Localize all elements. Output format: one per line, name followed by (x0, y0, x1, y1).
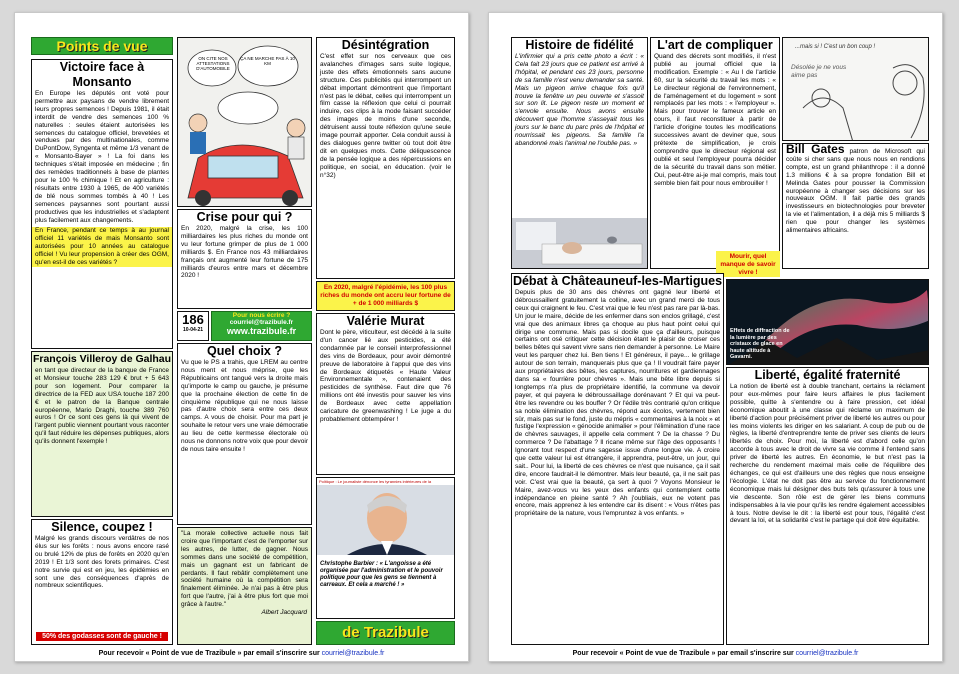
article-title: Histoire de fidélité (525, 38, 634, 52)
article-body: Malgré les grands discours verdâtres de nos élus sur les forêts : nous avons encore rasé ou brulé 12% de plus de forêts en 2020 qu'en 2019 ! Et 1/3 sont des forets primaires. C'est notre survie qui est en jeu, les épidémies en sont une des conséquences d'après de nombreux scientifiques. (35, 535, 169, 590)
contact-label: Pour nous écrire ? (232, 312, 291, 319)
portrait-image (317, 485, 455, 555)
article-title: Crise pour qui ? (196, 210, 293, 224)
footer-text: Pour recevoir « Point de vue de Trazibule » par email s'inscrire sur (98, 650, 322, 657)
article-title: François Villeroy de Galhau (32, 353, 172, 365)
issue-date: 10-04-21 (182, 327, 203, 333)
article-murat (316, 313, 455, 475)
article-body: C'est effet sur nos cerveaux que ces avalanches d'images sans suite logique, juste des effets émotionnels sans aucune structure. Ces publicités qui interrompent un débat important démontrent que l'important n'est pas le débat, celles qui interrompent un film casse la réflexion que celui ci pourrait induire, ces clips à la mode faisant succéder des images de moins d'une seconde, détruisent aussi toute réflexion qu'une seule image pourrait apporter. Cela conduit aussi à des dialogues genre twitter où tout doit être dit en quelques mots. Cette déliquescence de la pensée logique a des répercussions en politique, en social, en éducation. (voir le n°32) (320, 53, 451, 179)
article-silence (31, 519, 173, 645)
sketch-caption-b: Désolée je ne vous aime pas (791, 64, 847, 79)
article-body: En Europe les députés ont voté pour permettre aux paysans de vendre librement leurs propres semences ! Depuis 1981, il était interdit de vendre des semences 100 % naturelles : seules étaient autorisées les semences du catalogue officiel, brevetées et vendues par des multinationales, comme DuPontDow, Syngenta et même 1/3 venant de « Monsanto-Bayer » ! La foi dans les techniques s'était imposée en médecine ; fin des remèdes traditionnels à base de plantes pour le 100 % chimique ! Et en agriculture : résultats entre 1930 à 1965, de 400 variétés de blé nous sommes tombés à 40 ! Les semences paysannes sont pourtant aussi productives que les industrielles et s'adaptent plus facilement aux changements. (35, 90, 169, 224)
article-title: Silence, coupez ! (51, 520, 153, 534)
red-banner: 50% des godasses sont de gauche ! (36, 632, 168, 641)
article-crise (177, 209, 312, 309)
left-page (14, 12, 469, 662)
cartoon-bubble: ÇA NE MARCHE PAS À 10 KM (240, 56, 295, 66)
highlight-text: Mourir, quel manque de savoir vivre ! (720, 253, 776, 276)
photo-caption: Effets de diffraction de la lumière par des cristaux de glace en haute altitude à Gavarni. (730, 328, 790, 360)
banner-text: Points de vue (56, 38, 148, 54)
points-de-vue-banner (31, 37, 173, 55)
footer (15, 650, 468, 657)
article-body: Vu que le PS a trahis, que LREM au centre nous ment et nous méprise, que les Républicains ont tangué vers la droite mais qu'importe le camp ou gauche, je présume que la prochaine élection de cette fin de cinquième république qui ne nous laisse pas d'autre choix sera entre ces deux camps. A vous de choisir. Pour ma part je souhaite le retour vers une vraie démocratie au lieu de cette kermesse électorale où nous ne donnons notre voix que pour devoir de nous taire ensuite ! (181, 359, 308, 453)
article-debat (511, 273, 724, 645)
highlight-box (316, 281, 455, 311)
article-desintegration (316, 37, 455, 279)
article-title: Victoire face à Monsanto (59, 60, 145, 89)
contact-box (211, 311, 312, 341)
article-title: Débat à Châteauneuf-les-Martigues (512, 274, 723, 288)
footer-email[interactable]: courriel@trazibule.fr (321, 650, 385, 657)
article-highlight: En France, pendant ce temps à au journal officiel 11 variétés de mais Monsanto sont autorisées pour 10 années au catalogue officiel ! Vu leur propension à créer des OGM, qu'en est-il de ces variétés ? (32, 227, 172, 267)
article-body: patron de Microsoft qui coûte si cher sans que nous nous en rendions compte, est un grand philanthrope : il a donné 1.3 millions € à sa propre fondation Bill et Melinda Gates pour pousser la Commission européenne à changer ses décisions sur les nouveaux OGM. Il fait partie des grands investisseurs en biotechnologies pour breveter la vie et l'alimentation, il a déjà mis 5 milliards $ rien que pour changer les systèmes alimentaires africains. (786, 148, 925, 235)
banner-text: de Trazibule (342, 624, 429, 641)
article-body: Quand des décrets sont modifiés, il n'est publié au journal officiel que la modification. Exemple : « Au I de l'article 60, sur la sécurité du travail les mots : « Le directeur régional de l'environnement, de l'aménagement et du logement » sont remplacés par les mots : « l'employeur ». Mais pour trouver le fameux article en cours, il faut reconstituer à partir de l'article d'origine toutes les modifications successives avant de deviner que, sous prétexte de simplification, je crois comprendre que le directeur régional est oublié et seul l'employeur pourra décider de la sécurité du travail dans son métier. Oui, peut-être ai-je mal compris, mais tout semble bien fait pour nous embrouiller ! (654, 53, 776, 187)
sketch-drawing (783, 38, 929, 141)
article-body: Dont le père, viticulteur, est décédé à la suite d'un cancer lié aux pesticides, a été condamnée par le conseil interprofessionnel des vins de Bordeaux, pour avoir démontré preuve de laboratoire à l'appui que des vins de Bordeaux étiquetés « Haute Valeur Environnementale », contenaient des pesticides de synthèse. Faut dire que 76 millions ont été investis pour sauver les vins de Bordeaux avec cette appellation caricature de greenwashing ! Le juge a du probablement obtempérer ! (320, 329, 451, 423)
right-page (488, 12, 943, 662)
footer-email[interactable]: courriel@trazibule.fr (795, 650, 859, 657)
issue-num: 186 (182, 312, 204, 327)
contact-site[interactable]: www.trazibule.fr (226, 326, 297, 336)
article-title: Désintégration (341, 38, 430, 52)
aurora-photo (726, 279, 929, 365)
article-title: Valérie Murat (346, 314, 425, 328)
article-body: L'infirmier qui a pris cette photo a écrit : « Cela fait 23 jours que ce patient est arrivé à l'hôpital, et pendant ces 23 jours, personne de sa famille n'est venu demander sa santé. Mais un pigeon arrive chaque fois qu'il trouve la fenêtre un peu ouverte et s'assoit sur son lit. Le pigeon reste un moment et s'envole ensuite. Nous avons ensuite découvert que l'homme s'asseyait tous les jours sur le banc du parc près de l'hôpital et nourrissait les pigeons. Sa famille l'a abandonné mais l'animal ne l'oublie pas. » (515, 53, 644, 147)
quote-text: "La morale collective actuelle nous fait croire que l'important c'est de l'emporter sur les autres, de lutter, de gagner. Nous sommes dans une société de compétition, mais un gagnant est un fabricant de perdants. Il faut rebâtir complètement une société humaine où la compétition sera finalement éliminée. Je n'ai pas à être plus fort que l'autre, j'ai à être plus fort que moi grâce à l'autre." (181, 530, 308, 609)
article-title: Quel choix ? (206, 344, 282, 358)
footer (489, 650, 942, 657)
trazibule-banner (316, 621, 455, 645)
article-body: en tant que directeur de la banque de France et Monsieur touche 283 129 € brut + 5 643 pour son logement. Pour comparer la directrice de la FED aux USA touche 187 200 € et le patron de la Banque centrale européenne, Mario Draghi, touche 389 760 euros ! Or ce sont ces gens là qui vivent de l'argent public viennent pourtant vous raconter qu'il faut réduire les dépenses publiques, alors qu'ils donnent l'exemple ! (35, 367, 169, 446)
sketch-image (782, 37, 929, 141)
sketch-caption-a: ...mais si ! C'est un bon coup ! (795, 44, 876, 50)
article-title: Liberté, égalité fraternité (754, 368, 901, 382)
article-victoire (31, 59, 173, 349)
highlight-text: En 2020, malgré l'épidémie, les 100 plus riches du monde ont accru leur fortune de + de 1 000 milliards $ (320, 284, 451, 307)
footer-text: Pour recevoir « Point de vue de Trazibule » par email s'inscrire sur (572, 650, 796, 657)
highlight-box (716, 251, 780, 277)
article-title: L'art de compliquer (657, 38, 773, 52)
photo-caption: Christophe Barbier : « L'angoisse a été organisée par l'administration et le pouvoir politique pour que les gens se tiennent à carreaux. Et cela a marché ! » (320, 561, 443, 588)
hospital-photo (512, 218, 648, 268)
article-body: En 2020, malgré la crise, les 100 milliardaires les plus riches du monde ont vu leur fortune grimper de plus de 1 000 milliards $. En France nos 43 milliardaires français ont augmenté leur fortune de 175 milliards d'euros entre mars et décembre 2020 ! (181, 225, 308, 280)
article-villeroy (31, 351, 173, 517)
barbier-photo (316, 477, 455, 619)
article-gates (782, 143, 929, 269)
quote-author: Albert Jacquard (261, 609, 307, 617)
article-body: Depuis plus de 30 ans des chèvres ont gagné leur liberté et débroussaillent gratuitement la colline, avec un grand merci de tous ceux qui craignent le feu. C'est vrai que le feu n'est pas rare par là-bas. Un jour le maire, décide de les enfermer dans son enclos grillagé, c'est vrai que des animaux libres ça choque au plus haut point celui qui dirige une commune. Mais pas si docile que ça d'ailleurs, puisque certains ont osé critiquer cette décision étant le plaisir de croiser ces belles bêtes qui savent vivre sans rien demander à personne. Le Maire veut les parquer chez lui. Ben tiens ! Et généreux, il paye... le grillage autour de son terrain, manquerais plus que ça ! Il voudrait faire payer aux propriétaires des bêtes, les captures, nourritures et gardiennages dans sa « fourrière pour chèvres ». Mais une bête libre depuis si longtemps n'a plus de propriétaire identifié, la commune va devoir payer, et qui payera le débroussaillage dorénavant ? Et qui va peut-être les revendre ou les bouffer ? Or l'édile très contrarié qu'on critique sa noble élimination des chèvres, répond aux écolos, vertement bien sûr, mais pas sur le fond, juste du mépris « commentaires à la noix » et fustige l'expression « génocide animalier » pour l'élimination d'une race de chèvres sauvages, il appelle cela comment ? De la chasse ? Du commerce ? De l'abattage ? Il ricane même sur l'âge des opposants ! Ignorant tout respect d'une sagesse issue d'une longue vie. A croire que cette valeur lui est étrangère, il apprendra, peut-être, un jour, qui sait.. Pour lui, la liberté de ces chèvres ce n'est que nuisance, ça il sait dire, encore faudrait-il le démontrer. Mais leur beauté, ça, il ne sait pas voir. C'est vrai que la beauté, ça sert à quoi ? Voyons Monsieur le Maire, avez-vous vu les yeux des enfants qui contemplent cette indépendance en pleine santé ? Ah j'oubliais, eux ne votent pas encore, mais apprenez à les entendre car ils disent : « Vous n'êtes pas propriétaire de la nature, vous l'empruntez à vos enfants. » (515, 289, 720, 518)
issue-number (177, 311, 209, 341)
article-title: Bill Gates (786, 143, 845, 156)
photo-header: Politique : Le journaliste dénonce les tyrannies intérieures de la (319, 479, 432, 484)
article-quel-choix (177, 343, 312, 525)
cartoon-text: ON CITE NOS ATTESTATIONS D'AUTOMOBILE (196, 56, 230, 71)
contact-email[interactable]: courriel@trazibule.fr (229, 319, 294, 326)
article-fidelite (511, 37, 648, 269)
article-liberte (726, 367, 929, 645)
article-body: La notion de liberté est à double tranchant, certains la réclament pour eux-mêmes pour faire leurs affaires le plus facilement possible, quitte à s'entendre ou à faire pression, cet idéal économique aboutit à une classe qui réclame un maximum de liberté d'action pour précisément priver de liberté les autres ou pour les moins violents les diriger en les salariant. A coup de pub ou de règles, la liberté d'entreprendre tente de priver ses clients de leurs libertés de choix. Pour moi, la liberté est d'abord celle qu'on accorde à tous avec le droit de vivre sa vie comme il l'entend sans priver de liberté les autres. En économie, le but n'est pas la recherche du rendement maximal mais celle de l'équilibre des échanges, ce qui est d'ailleurs une des règles que nous enseigne l'écologie. L'état ne doit pas être au service du fonctionnement économique mais lui désigner des buts tels qu'assurer à tous une vie descente. Son rôle est de gérer les biens communs indispensables à la vie pour qu'ils les rendre également accessibles à tous. Notre devise le dit : la liberté est pour tous, l'égalité c'est devant la loi, et la solidarité c'est le partage qui doit être équitable. (730, 383, 925, 525)
cartoon (177, 37, 312, 207)
quote-jacquard (177, 527, 312, 645)
article-art-compliquer (650, 37, 780, 269)
